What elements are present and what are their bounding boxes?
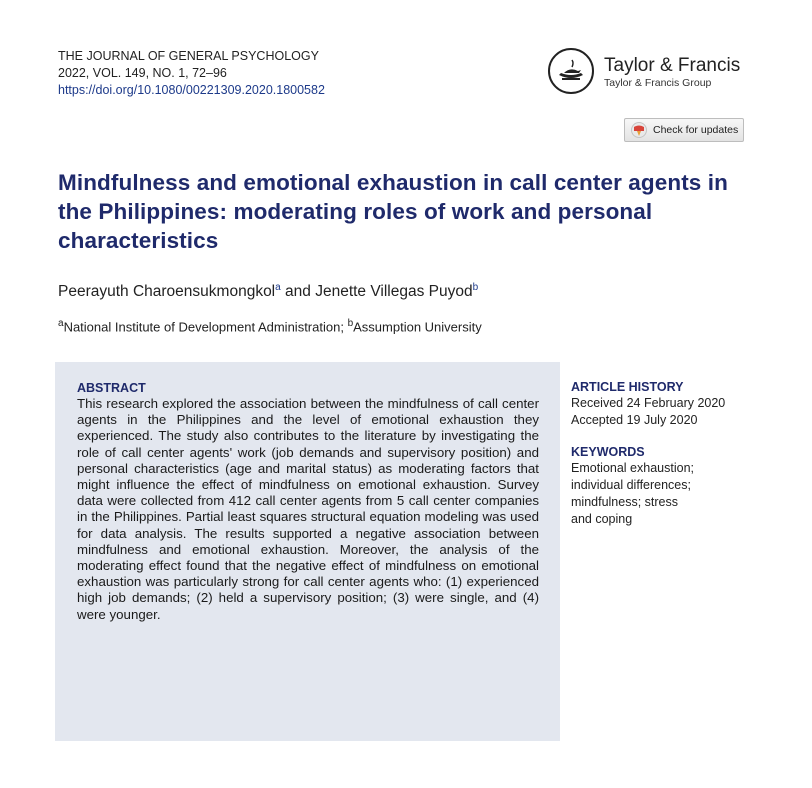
author-list bbox=[58, 282, 478, 301]
journal-issue: 2022, VOL. 149, NO. 1, 72–96 bbox=[58, 66, 227, 80]
check-for-updates-label: Check for updates bbox=[653, 124, 739, 136]
keyword-line: individual differences; bbox=[571, 478, 691, 492]
affil-2: Assumption University bbox=[353, 319, 482, 335]
keyword-line: mindfulness; stress bbox=[571, 495, 678, 509]
crossmark-icon bbox=[631, 122, 647, 138]
affil-2-marker: b bbox=[347, 318, 354, 329]
check-for-updates-button[interactable] bbox=[624, 118, 744, 142]
publisher-group: Taylor & Francis Group bbox=[604, 77, 712, 89]
author-2-affil-marker[interactable]: b bbox=[472, 282, 479, 293]
abstract-text: This research explored the association between the mindfulness of call center agents in the Philippines and the level of emotional exhaustion they experienced. The study also contributes to the literature by investigating the role of call center agents' work (job demands and supervisory position) and personal characteristics (age and marital status) as moderating factors that might influence the effect of mindfulness on emotional exhaustion. Survey data were collected from 412 call center agents from 5 call center companies in the Philippines. Partial least squares structural equation modeling was used for data analysis. The results supported a negative association between mindfulness and emotional exhaustion. Moreover, the analysis of the moderating effect found that the negative effect of mindfulness on emotional exhaustion was particularly strong for call center agents who: (1) experienced high job demands; (2) held a supervisory position; (3) were single, and (4) were younger. bbox=[77, 396, 539, 622]
journal-name: THE JOURNAL OF GENERAL PSYCHOLOGY bbox=[58, 49, 319, 63]
article-sidebar bbox=[571, 380, 771, 528]
author-conjunction: and bbox=[285, 283, 311, 301]
publisher-logo[interactable] bbox=[548, 48, 758, 100]
keywords-block bbox=[571, 445, 771, 528]
abstract-heading: ABSTRACT bbox=[77, 381, 146, 395]
affiliations bbox=[58, 318, 482, 334]
author-1[interactable]: Peerayuth Charoensukmongkol bbox=[58, 283, 276, 301]
article-title: Mindfulness and emotional exhaustion in call center agents in the Philippines: moderating roles of work and personal characteristics bbox=[58, 170, 728, 253]
abstract-box bbox=[55, 362, 560, 741]
keyword-line: and coping bbox=[571, 512, 633, 526]
journal-header bbox=[58, 48, 325, 99]
history-heading: ARTICLE HISTORY bbox=[571, 380, 684, 394]
author-2[interactable]: Jenette Villegas Puyod bbox=[315, 283, 473, 301]
keywords-heading: KEYWORDS bbox=[571, 445, 645, 459]
author-1-affil-marker[interactable]: a bbox=[275, 282, 281, 293]
keyword-line: Emotional exhaustion; bbox=[571, 461, 694, 475]
accepted-date: Accepted 19 July 2020 bbox=[571, 413, 698, 427]
received-date: Received 24 February 2020 bbox=[571, 396, 726, 410]
publisher-name: Taylor & Francis bbox=[604, 55, 741, 76]
affil-1: National Institute of Development Administration; bbox=[63, 319, 344, 335]
lamp-icon bbox=[548, 48, 594, 94]
doi-link[interactable]: https://doi.org/10.1080/00221309.2020.1800582 bbox=[58, 83, 325, 97]
affil-1-marker: a bbox=[58, 318, 64, 329]
